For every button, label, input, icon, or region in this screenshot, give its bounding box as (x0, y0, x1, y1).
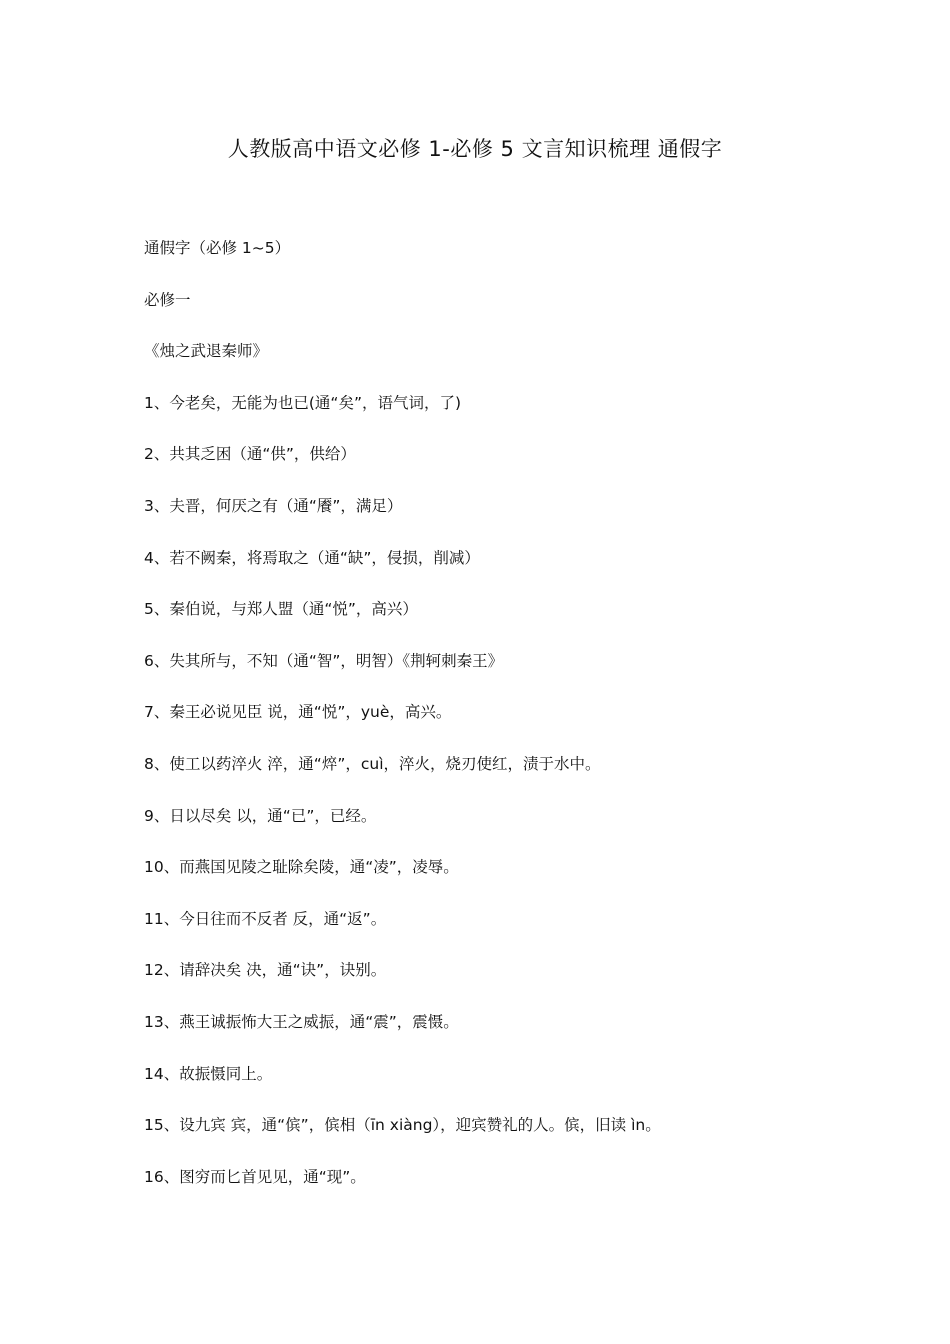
list-item: 12、请辞决矣 决，通“诀”，诀别。 (144, 961, 387, 980)
list-item: 1、今老矣，无能为也已(通“矣”，语气词，了) (144, 393, 462, 412)
document-body (144, 236, 904, 1216)
list-item: 11、今日往而不反者 反，通“返”。 (144, 909, 387, 928)
list-item: 6、失其所与，不知（通“智”，明智）《荆轲刺秦王》 (144, 651, 504, 670)
list-item: 15、设九宾 宾，通“傧”，傧相（īn xiàng），迎宾赞礼的人。傧，旧读 ìn。 (144, 1116, 661, 1135)
list-item: 16、图穷而匕首见见，通“现”。 (144, 1167, 366, 1186)
list-item: 14、故振慑同上。 (144, 1064, 273, 1083)
list-item: 5、秦伯说，与郑人盟（通“悦”，高兴） (144, 600, 418, 619)
list-item: 10、而燕国见陵之耻除矣陵，通“凌”，凌辱。 (144, 858, 459, 877)
subsection-heading: 必修一 (144, 290, 191, 309)
list-item: 4、若不阙秦，将焉取之（通“缺”，侵损，削减） (144, 548, 480, 567)
document-title: 人教版高中语文必修 1-必修 5 文言知识梳理 通假字 (227, 137, 723, 161)
list-item: 2、共其乏困（通“供”，供给） (144, 445, 356, 464)
section-heading: 通假字（必修 1~5） (144, 239, 291, 257)
list-item: 7、秦王必说见臣 说，通“悦”，yuè，高兴。 (144, 703, 452, 722)
list-item: 3、夫晋，何厌之有（通“餍”，满足） (144, 496, 403, 515)
list-item: 13、燕王诚振怖大王之威振，通“震”，震慑。 (144, 1012, 459, 1031)
list-item: 9、日以尽矣 以，通“已”，已经。 (144, 806, 377, 825)
text-title: 《烛之武退秦师》 (144, 342, 269, 361)
list-item: 8、使工以药淬火 淬，通“焠”，cuì，淬火，烧刃使红，渍于水中。 (144, 754, 601, 773)
